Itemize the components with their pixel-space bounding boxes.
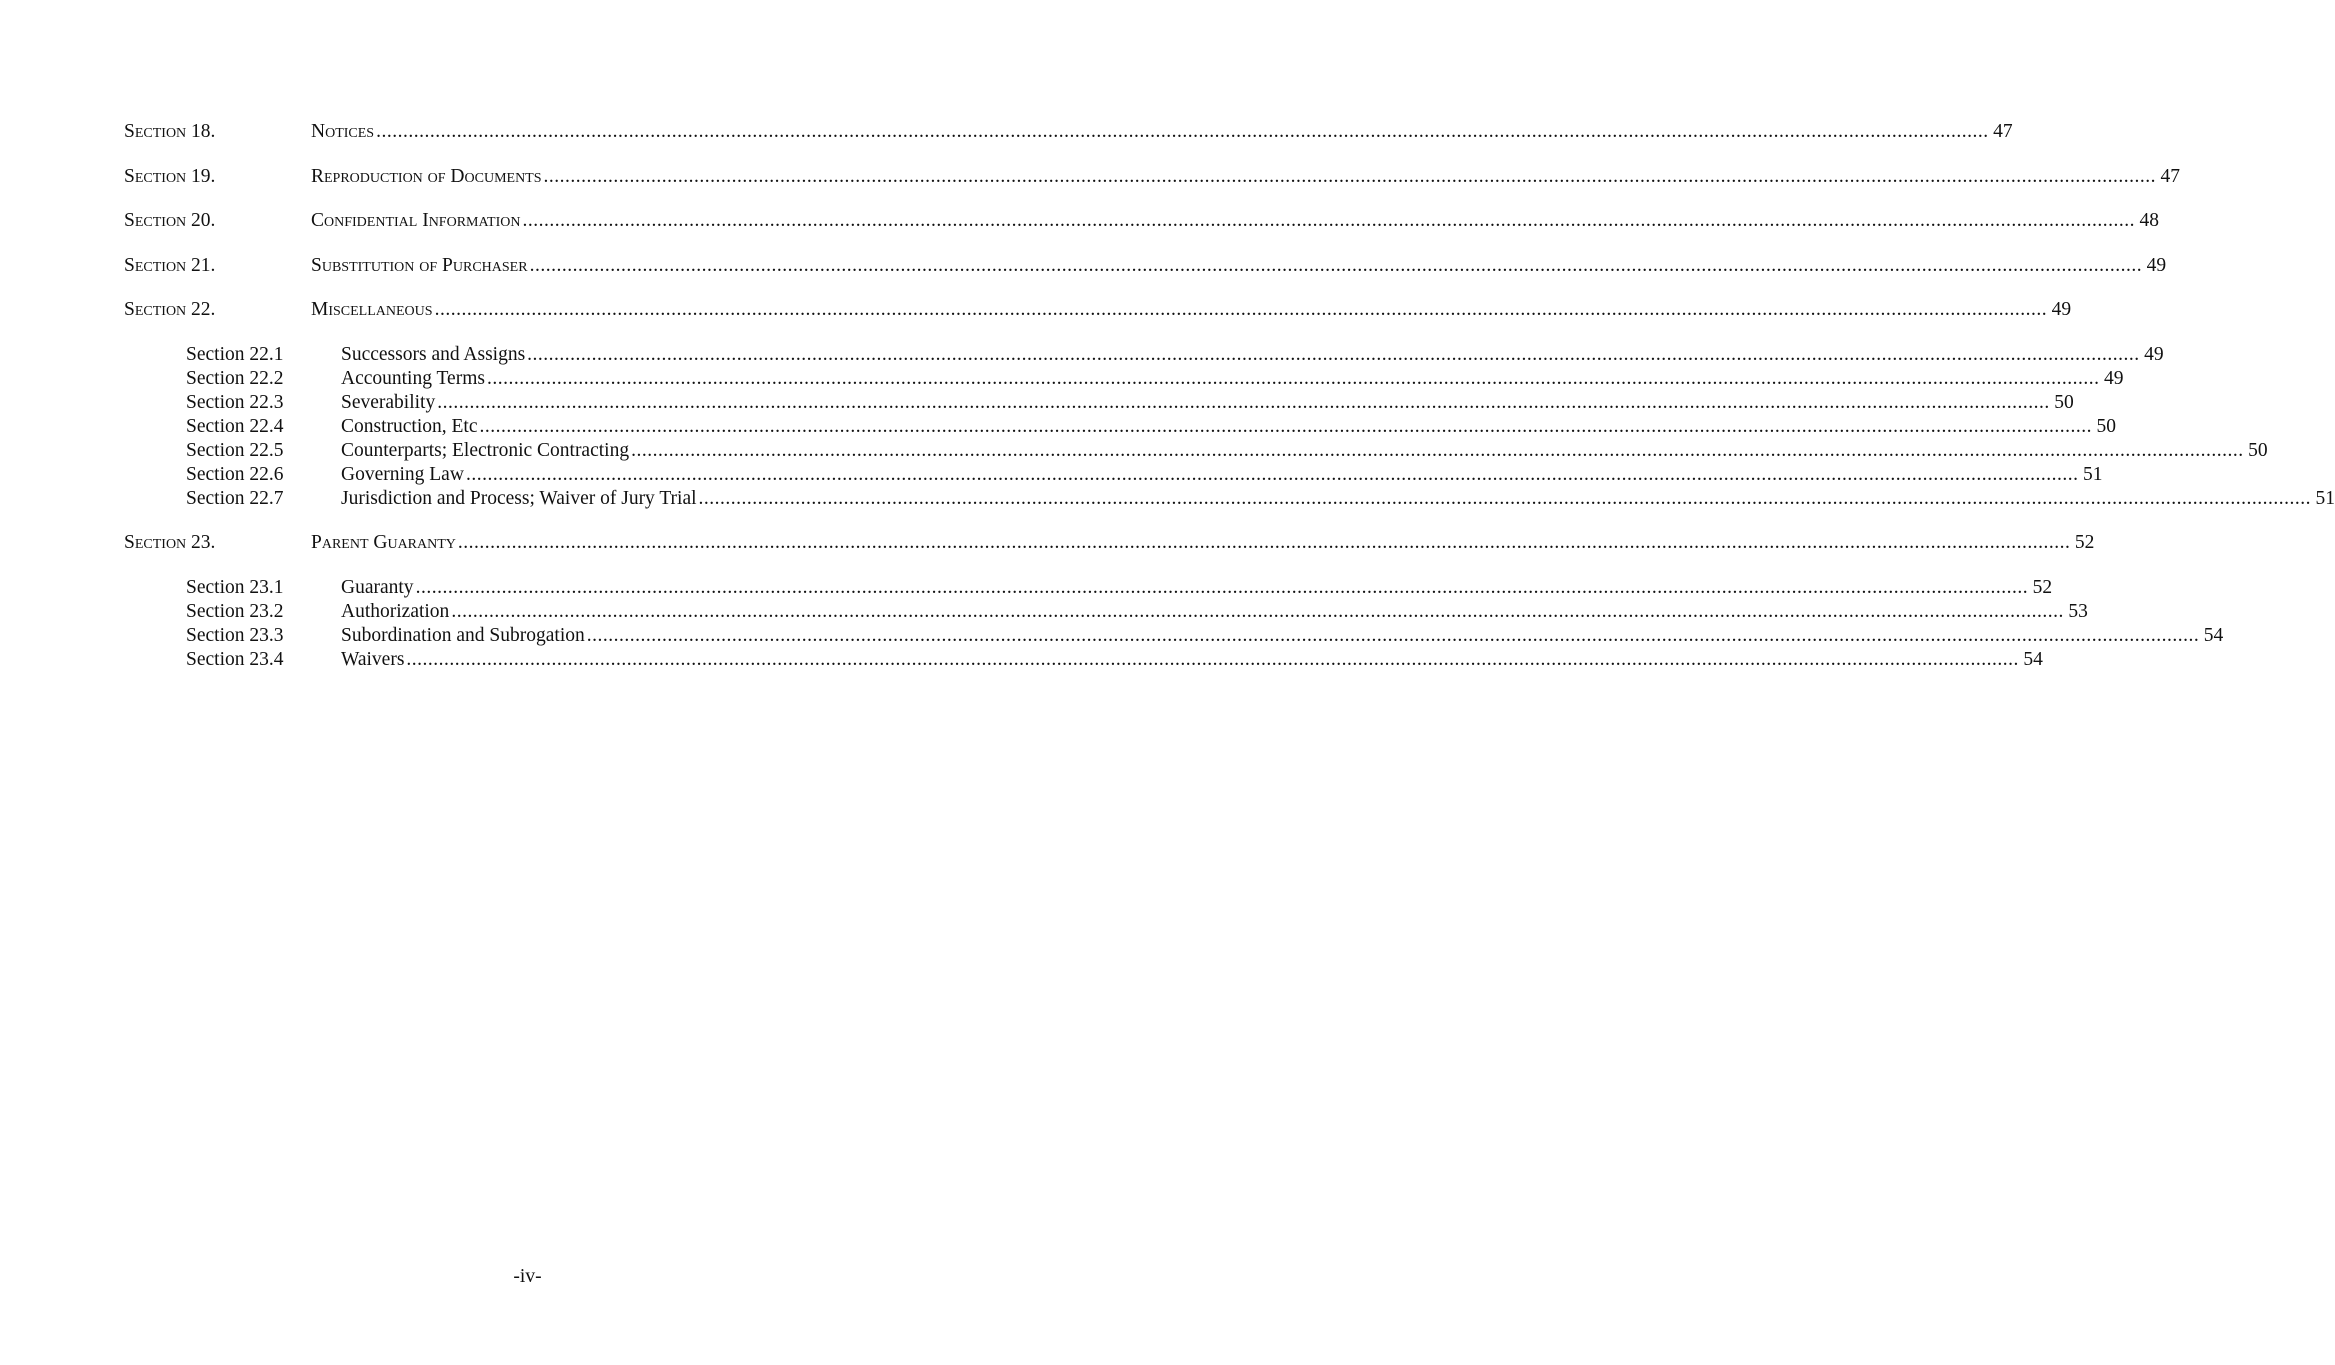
toc-entry-section-23-3[interactable]: [124, 624, 2224, 648]
dot-leader: ............................................................................................................................................................................................................................................................................................................: [527, 343, 2140, 365]
dot-leader: ............................................................................................................................................................................................................................................................................................................: [437, 391, 2050, 413]
toc-page-number: 51: [2315, 487, 2335, 509]
dot-leader: ............................................................................................................................................................................................................................................................................................................: [486, 367, 2100, 389]
toc-section-number: Section 22.: [124, 299, 216, 320]
toc-subsection-number: Section 22.3: [186, 391, 284, 413]
toc-subsection-title: Counterparts; Electronic Contracting: [341, 439, 630, 461]
toc-entry-section-22-3[interactable]: [124, 391, 2074, 415]
dot-leader: ............................................................................................................................................................................................................................................................................................................: [376, 121, 1989, 142]
toc-subsection-number: Section 22.1: [186, 343, 284, 365]
dot-leader: ............................................................................................................................................................................................................................................................................................................: [698, 487, 2312, 509]
toc-section-title: Parent Guaranty: [311, 532, 456, 553]
dot-leader: ............................................................................................................................................................................................................................................................................................................: [457, 532, 2071, 553]
toc-section-title: Reproduction of Documents: [311, 165, 542, 187]
toc-page-number: 50: [2096, 415, 2116, 437]
toc-subsection-title: Guaranty: [341, 576, 414, 598]
toc-subsection-title: Severability: [341, 391, 436, 413]
dot-leader: ............................................................................................................................................................................................................................................................................................................: [415, 576, 2029, 598]
dot-leader: ............................................................................................................................................................................................................................................................................................................: [406, 648, 2019, 670]
toc-subsection-number: Section 23.2: [186, 600, 284, 622]
toc-section-number: Section 20.: [124, 210, 216, 231]
toc-entry-section-21[interactable]: [124, 254, 2167, 278]
toc-subsection-number: Section 22.5: [186, 439, 284, 461]
toc-subsection-title: Governing Law: [341, 463, 464, 485]
toc-entry-section-22-5[interactable]: [124, 439, 2268, 463]
toc-page-number: 49: [2103, 367, 2124, 389]
toc-subsection-title: Subordination and Subrogation: [341, 624, 585, 646]
toc-page-number: 49: [2051, 299, 2072, 320]
toc-section-title: Miscellaneous: [311, 299, 433, 320]
toc-entry-section-18[interactable]: [124, 120, 2013, 144]
toc-subsection-number: Section 22.2: [186, 367, 284, 389]
toc-entry-section-22[interactable]: [124, 298, 2072, 322]
toc-subsection-title: Jurisdiction and Process; Waiver of Jury Trial: [341, 487, 697, 509]
toc-page-number: 49: [2144, 343, 2164, 365]
dot-leader: ............................................................................................................................................................................................................................................................................................................: [479, 415, 2092, 437]
toc-subsection-title: Waivers: [341, 648, 405, 670]
toc-page-number: 52: [2074, 532, 2095, 553]
toc-subsection-number: Section 23.4: [186, 648, 284, 670]
toc-subsection-number: Section 22.7: [186, 487, 284, 509]
toc-subsections-23: [124, 576, 2224, 672]
dot-leader: ............................................................................................................................................................................................................................................................................................................: [522, 210, 2135, 231]
dot-leader: ............................................................................................................................................................................................................................................................................................................: [451, 600, 2064, 622]
toc-page-number: 50: [2248, 439, 2268, 461]
toc-section-title: Confidential Information: [311, 210, 521, 231]
toc-subsection-title: Authorization: [341, 600, 450, 622]
dot-leader: ............................................................................................................................................................................................................................................................................................................: [631, 439, 2244, 461]
toc-page-number: 51: [2082, 463, 2103, 485]
toc-entry-section-23-2[interactable]: [124, 600, 2088, 624]
toc-subsection-number: Section 22.6: [186, 463, 284, 485]
toc-section-title: Substitution of Purchaser: [311, 254, 528, 276]
toc-page-number: 52: [2032, 576, 2053, 598]
page-number-footer: -iv-: [513, 1266, 542, 1287]
toc-entry-section-19[interactable]: [124, 165, 2181, 189]
toc-section-number: Section 23.: [124, 532, 216, 553]
toc-entry-section-22-1[interactable]: [124, 343, 2164, 367]
toc-subsections-22: [124, 343, 2335, 511]
table-of-contents: [124, 120, 2335, 692]
toc-page-number: 50: [2054, 391, 2074, 413]
toc-section-title: Notices: [311, 121, 375, 142]
toc-subsection-number: Section 23.3: [186, 624, 284, 646]
dot-leader: ............................................................................................................................................................................................................................................................................................................: [465, 463, 2079, 485]
toc-section-number: Section 21.: [124, 254, 216, 276]
toc-entry-section-20[interactable]: [124, 209, 2159, 233]
toc-entry-section-23[interactable]: [124, 531, 2095, 555]
toc-entry-section-22-2[interactable]: [124, 367, 2124, 391]
toc-subsection-title: Successors and Assigns: [341, 343, 526, 365]
dot-leader: ............................................................................................................................................................................................................................................................................................................: [529, 254, 2143, 276]
dot-leader: ............................................................................................................................................................................................................................................................................................................: [434, 299, 2048, 320]
toc-page-number: 53: [2068, 600, 2088, 622]
toc-section-number: Section 18.: [124, 121, 216, 142]
toc-entry-section-22-7[interactable]: [124, 487, 2335, 511]
toc-entry-section-22-4[interactable]: [124, 415, 2116, 439]
toc-entry-section-23-1[interactable]: [124, 576, 2053, 600]
toc-subsection-number: Section 22.4: [186, 415, 284, 437]
toc-entry-section-22-6[interactable]: [124, 463, 2103, 487]
toc-page-number: 47: [2160, 165, 2181, 187]
toc-page-number: 47: [1993, 121, 2013, 142]
toc-subsection-title: Construction, Etc: [341, 415, 478, 437]
toc-section-number: Section 19.: [124, 165, 216, 187]
toc-subsection-title: Accounting Terms: [341, 367, 485, 389]
dot-leader: ............................................................................................................................................................................................................................................................................................................: [586, 624, 2200, 646]
toc-page-number: 49: [2146, 254, 2167, 276]
toc-entry-section-23-4[interactable]: [124, 648, 2043, 672]
dot-leader: ............................................................................................................................................................................................................................................................................................................: [543, 165, 2157, 187]
toc-subsection-number: Section 23.1: [186, 576, 284, 598]
toc-page-number: 48: [2139, 210, 2159, 231]
toc-page-number: 54: [2023, 648, 2043, 670]
toc-page-number: 54: [2203, 624, 2224, 646]
